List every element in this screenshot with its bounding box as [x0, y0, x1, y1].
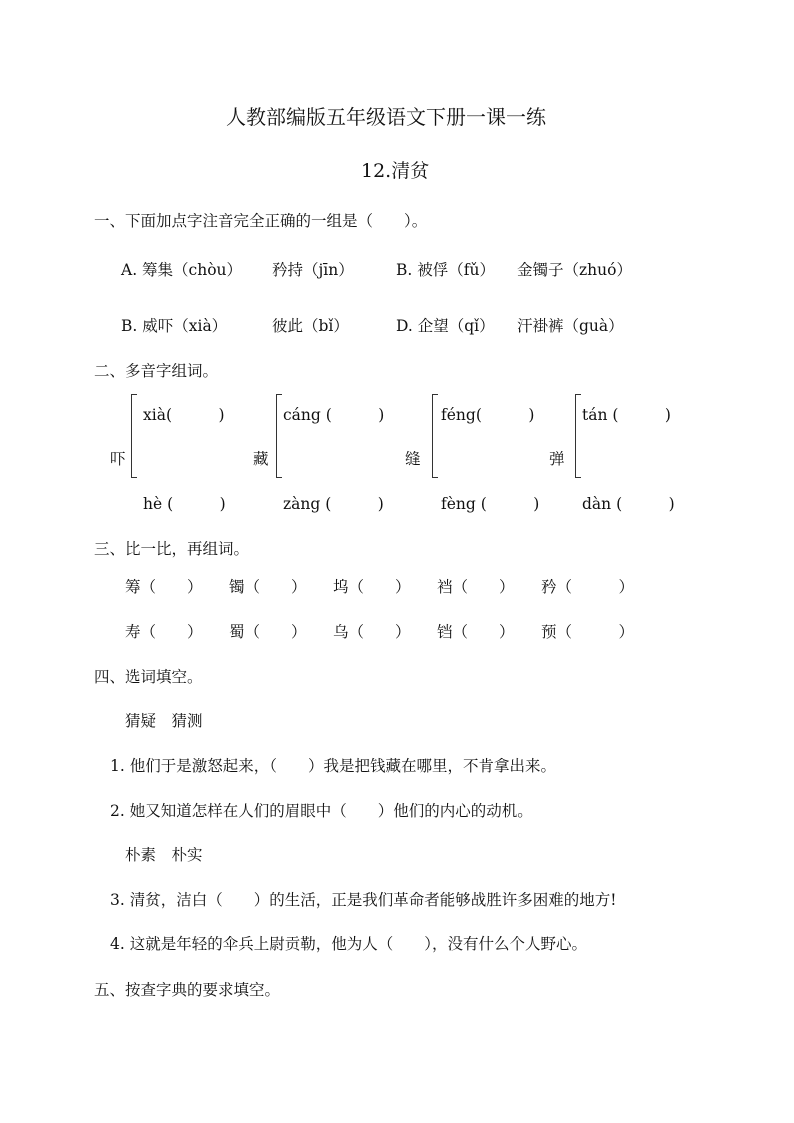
- polyphone-top-1: xià( ): [143, 406, 225, 424]
- sentence-4: 4. 这就是年轻的伞兵上尉贡勒，他为人（ ），没有什么个人野心。: [110, 935, 587, 953]
- compare-item: 寿（ ）: [125, 623, 203, 641]
- compare-item: 筹（ ）: [125, 578, 203, 596]
- brace-1: [131, 394, 137, 478]
- q1-heading: 一、下面加点字注音完全正确的一组是（ ）。: [94, 212, 428, 230]
- word-choices-2: 朴素 朴实: [125, 846, 203, 864]
- polyphone-top-2: cáng ( ): [283, 406, 385, 424]
- compare-item: 蜀（ ）: [229, 623, 307, 641]
- q1-option-d-1: D. 企望（qǐ）: [396, 317, 495, 335]
- compare-item: 铛（ ）: [437, 623, 515, 641]
- compare-item: 坞（ ）: [333, 578, 411, 596]
- brace-4: [575, 394, 581, 478]
- q4-heading: 四、选词填空。: [94, 668, 203, 686]
- q5-heading: 五、按查字典的要求填空。: [94, 981, 281, 999]
- polyphone-char-2: 藏: [253, 450, 269, 468]
- polyphone-bottom-3: fèng ( ): [441, 495, 540, 513]
- q2-heading: 二、多音字组词。: [94, 362, 219, 380]
- q3-heading: 三、比一比，再组词。: [94, 540, 250, 558]
- q1-option-d-2: 汗褂裤（guà）: [517, 317, 624, 335]
- brace-3: [432, 394, 438, 478]
- compare-item: 镯（ ）: [229, 578, 307, 596]
- q1-option-c-1: B. 威吓（xià）: [121, 317, 228, 335]
- word-choices-1: 猜疑 猜测: [125, 712, 203, 730]
- polyphone-bottom-4: dàn ( ): [582, 495, 675, 513]
- q1-option-a-2: 矜持（jīn）: [272, 261, 354, 279]
- brace-2: [276, 394, 282, 478]
- compare-item: 乌（ ）: [333, 623, 411, 641]
- compare-item: 矜（ ）: [541, 578, 635, 596]
- sentence-1: 1. 他们于是激怒起来，（ ）我是把钱藏在哪里，不肯拿出来。: [110, 757, 556, 775]
- q1-option-b-1: B. 被俘（fǔ）: [396, 261, 495, 279]
- compare-item: 预（ ）: [541, 623, 635, 641]
- lesson-title: 12.清贫: [361, 160, 430, 182]
- polyphone-char-3: 缝: [405, 450, 421, 468]
- polyphone-char-1: 吓: [110, 450, 126, 468]
- q1-option-a-1: A. 筹集（chòu）: [121, 261, 243, 279]
- polyphone-top-3: féng( ): [441, 406, 535, 424]
- polyphone-bottom-2: zàng ( ): [283, 495, 384, 513]
- q1-option-c-2: 彼此（bǐ）: [272, 317, 349, 335]
- sentence-2: 2. 她又知道怎样在人们的眉眼中（ ）他们的内心的动机。: [110, 802, 533, 820]
- q1-option-b-2: 金镯子（zhuó）: [517, 261, 632, 279]
- compare-item: 裆（ ）: [437, 578, 515, 596]
- polyphone-top-4: tán ( ): [582, 406, 671, 424]
- sentence-3: 3. 清贫，洁白（ ）的生活，正是我们革命者能够战胜许多困难的地方!: [110, 891, 617, 909]
- polyphone-char-4: 弹: [549, 450, 565, 468]
- page-title: 人教部编版五年级语文下册一课一练: [226, 105, 546, 129]
- polyphone-bottom-1: hè ( ): [143, 495, 226, 513]
